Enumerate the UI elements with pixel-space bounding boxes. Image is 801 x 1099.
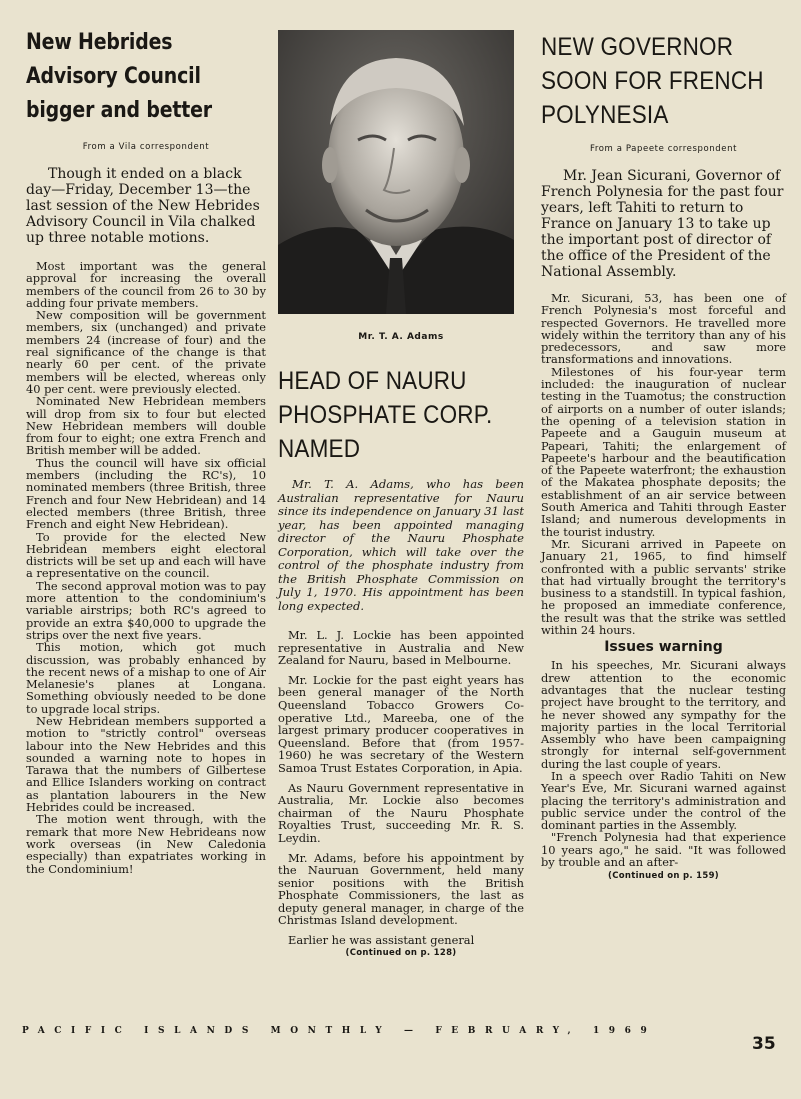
continued-note: (Continued on p. 159) [608, 871, 719, 882]
paragraph: This motion, which got much discussion, was probably enhanced by the recent news of a mishap to one of Air Melanesie's planes at Longana. Something obviously needed to be done to upgrade local strips. [26, 640, 266, 716]
headline-line: bigger and better [26, 98, 212, 123]
article-new-hebrides [26, 26, 266, 875]
page-footer: PACIFIC ISLANDS MONTHLY — FEBRUARY, 1969 [22, 1026, 657, 1036]
article-french-polynesia [541, 30, 786, 881]
subheading: Issues warning [604, 639, 723, 656]
paragraph: Most important was the general approval for increasing the overall members of the council from 26 to 30 by adding four private members. [26, 259, 266, 310]
headline-line: NEW GOVERNOR [541, 33, 734, 61]
paragraph: Mr. Adams, before his appointment by the Nauruan Government, held many senior positions with the British Phosphate Commissioners, the last as deputy general manager, in charge of the Christmas Island development. [278, 850, 524, 928]
paragraph: Nominated New Hebridean members will drop from six to four but elected New Hebridean members will double from four to eight; one extra French and British member will be added. [26, 394, 266, 458]
paragraph: To provide for the elected New Hebridean members eight electoral districts will be set up and each will have a representative on the council. [26, 529, 266, 581]
headline-line: Advisory Council [26, 64, 201, 89]
page-number: 35 [752, 1034, 776, 1054]
article-nauru [278, 30, 524, 958]
headline-french-polynesia [541, 30, 786, 132]
headline-line: NAMED [278, 435, 361, 463]
byline: From a Vila correspondent [82, 142, 210, 152]
article-body [26, 260, 266, 875]
paragraph: "French Polynesia had that experience 10 years ago," he said. "It was followed by trouble and an after- [541, 830, 786, 870]
paragraph: The second approval motion was to pay more attention to the condominium's variable airstrips; both RC's agreed to provide an extra $40,000 to upgrade the strips over the next five years. [26, 578, 266, 642]
headline-line: PHOSPHATE CORP. [278, 401, 493, 429]
paragraph: Mr. Lockie for the past eight years has been general manager of the North Queensland Tobacco Growers Co-operative Ltd., Mareeba, one of the largest primary producer cooperatives in Queensland. Before that (from 1957-1960) he was secretary of the Western Samoa Trust Estates Corporation, in Apia. [278, 672, 524, 775]
headline-new-hebrides [26, 26, 258, 128]
portrait-photo [278, 30, 514, 314]
article-body-continued [541, 659, 786, 868]
lead-paragraph: Mr. Jean Sicurani, Governor of French Polynesia for the past four years, left Tahiti to return to France on January 13 to take up the important post of director of the office of the President of the National Assembly. [541, 168, 784, 280]
headline-line: POLYNESIA [541, 101, 669, 129]
headline-line: HEAD OF NAURU [278, 367, 467, 395]
portrait-illustration [278, 30, 514, 314]
article-body [278, 629, 524, 947]
paragraph: Mr. Sicurani arrived in Papeete on January 21, 1965, to find himself confronted with a public servants' strike that had virtually brought the territory's business to a standstill. In typical fashion, he proposed an immediate conference, the result was that the strike was settled within 24 hours. [541, 536, 786, 638]
paragraph: Earlier he was assistant general [288, 933, 475, 948]
article-body [541, 292, 786, 636]
continued-note: (Continued on p. 128) [345, 947, 457, 958]
paragraph: Milestones of his four-year term included: the inauguration of nuclear testing in the Tuamotus; the construction of airports on a number of outer islands; the opening of a television station in Papeete and a Gauguin museum at Papeari, Tahiti; the enlargement of Papeete's harbour and the beautification of the Papeete waterfront; the exhaustion of the Makatea phosphate deposits; the establishment of an air service between South America and Tahiti through Easter Island; and numerous developments in the tourist industry. [541, 364, 786, 539]
lead-paragraph: Though it ended on a black day—Friday, December 13—the last session of the New Hebrides Advisory Council in Vila chalked up three notable motions. [26, 166, 260, 246]
headline-nauru [278, 364, 523, 466]
headline-line: SOON FOR FRENCH [541, 67, 764, 95]
headline-line: New Hebrides [26, 30, 173, 55]
photo-caption: Mr. T. A. Adams [358, 332, 444, 342]
intro-paragraph: Mr. T. A. Adams, who has been Australian representative for Nauru since its independence on January 31 last year, has been appointed managing director of the Nauru Phosphate Corporation, which will take over the control of the phosphate industry from the British Phosphate Commission on July 1, 1970. His appointment has been long expected. [278, 477, 524, 613]
paragraph: New Hebridean members supported a motion to "strictly control" overseas labour into the New Hebrides and this sounded a warning note to hopes in Tarawa that the numbers of Gilbertese and Ellice Islanders working on contract as plantation labourers in the New Hebrides could be increased. [26, 713, 266, 815]
paragraph: Mr. L. J. Lockie has been appointed representative in Australia and New Zealand for Nauru, based in Melbourne. [278, 628, 524, 668]
paragraph: New composition will be government members, six (unchanged) and private members 24 (increase of four) and the real significance of the change is that nearly 60 per cent. of the private members will be elected, whereas only 40 per cent. were previously elected. [26, 308, 266, 396]
paragraph: As Nauru Government representative in Australia, Mr. Lockie also becomes chairman of the Nauru Phosphate Royalties Trust, succeeding Mr. R. S. Leydin. [278, 780, 524, 845]
paragraph: Mr. Sicurani, 53, has been one of French Polynesia's most forceful and respected Governors. He travelled more widely within the territory than any of his predecessors, and saw more transformations and innovations. [541, 291, 786, 367]
paragraph: In a speech over Radio Tahiti on New Year's Eve, Mr. Sicurani warned against placing the territory's administration and public service under the control of the dominant parties in the Assembly. [541, 768, 786, 833]
paragraph: Thus the council will have six official members (including the RC's), 10 nominated members (three British, three French and four New Hebridean) and 14 elected members (three British, three French and eight New Hebridean). [26, 455, 266, 532]
byline: From a Papeete correspondent [589, 144, 738, 154]
paragraph: In his speeches, Mr. Sicurani always drew attention to the economic advantages that the nuclear testing project have brought to the territory, and he never showed any sympathy for the majority parties in the local Territorial Assembly who have been campaigning strongly for internal self-government during the last couple of years. [541, 658, 786, 771]
paragraph: The motion went through, with the remark that more New Hebrideans now work overseas (in New Caledonia especially) than expatriates working in the Condominium! [26, 812, 266, 876]
